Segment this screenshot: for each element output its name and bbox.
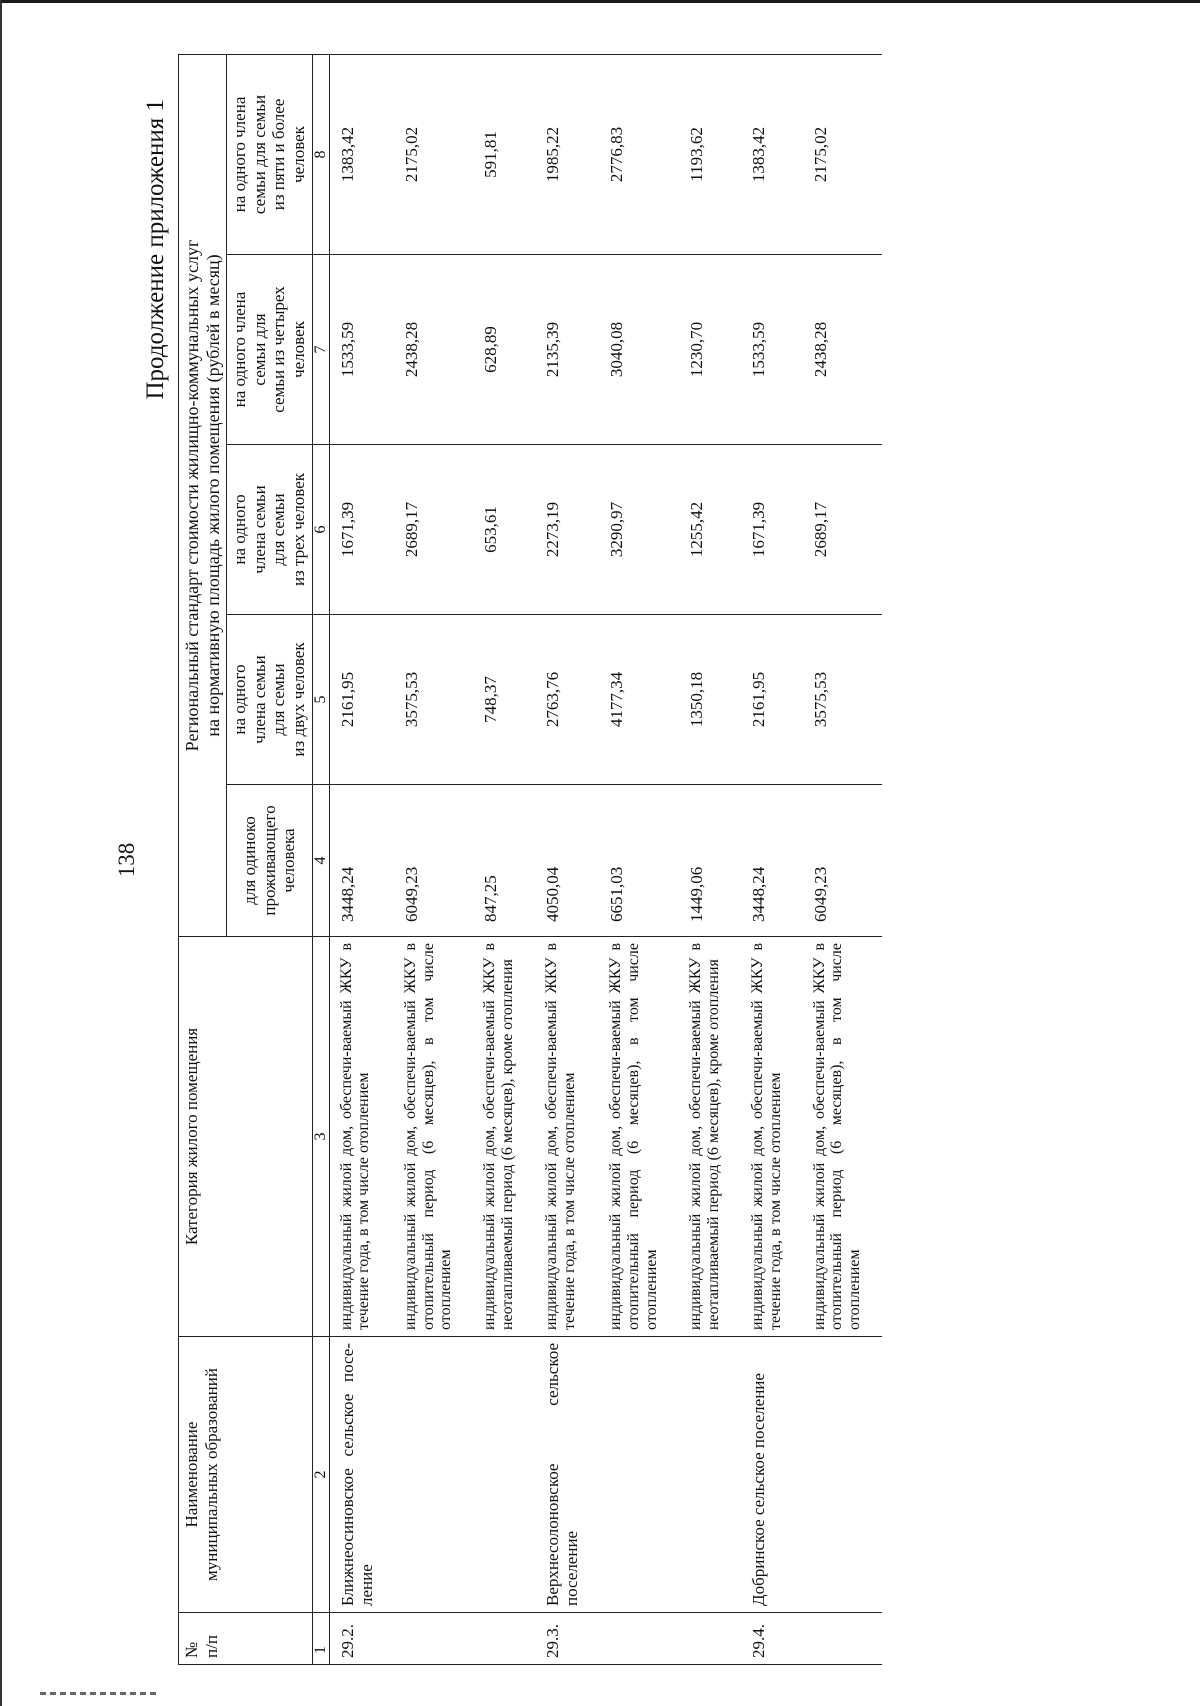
table-row <box>599 54 679 1664</box>
value-single: 3448,24 <box>329 785 394 937</box>
value-family-4: 628,89 <box>473 255 535 445</box>
value-single: 1449,06 <box>679 785 741 937</box>
value-single: 847,25 <box>473 785 535 937</box>
header-group-title: Региональный стандарт стоимости жилищно-коммунальных услуг на нормативную площадь жилого помещения (рублей в месяц) <box>179 54 227 936</box>
value-family-2: 3575,53 <box>803 615 883 785</box>
continuation-title: Продолжение приложения 1 <box>142 99 169 400</box>
header-name: Наименование муниципальных образований <box>179 1337 313 1613</box>
value-family-2: 2763,76 <box>535 615 599 785</box>
value-family-2: 1350,18 <box>679 615 741 785</box>
row-number: 29.2. <box>329 1613 394 1665</box>
value-single: 6651,03 <box>599 785 679 937</box>
value-family-5plus: 2175,02 <box>394 54 474 254</box>
housing-category: индивидуальный жилой дом, обеспечи-ваемый ЖКУ в течение года, в том числе отоплением <box>535 937 599 1337</box>
header-category: Категория жилого помещения <box>179 937 313 1337</box>
value-family-5plus: 1985,22 <box>535 54 599 254</box>
value-family-5plus: 591,81 <box>473 54 535 254</box>
col-number: 3 <box>312 937 329 1337</box>
col-number: 5 <box>312 615 329 785</box>
municipality-name: Добринское сельское поселение <box>741 1337 803 1613</box>
col-number: 8 <box>312 54 329 254</box>
row-number <box>803 1613 883 1665</box>
value-single: 6049,23 <box>803 785 883 937</box>
header-num: № п/п <box>179 1613 313 1665</box>
value-family-3: 1255,42 <box>679 445 741 615</box>
table-row <box>535 54 599 1664</box>
housing-category: индивидуальный жилой дом, обеспечи-ваемый ЖКУ в отопительный период (6 месяцев), в том числе отоплением <box>394 937 474 1337</box>
value-family-4: 2135,39 <box>535 255 599 445</box>
header-subcol-2: на одного члена семьи для семьи из двух человек <box>227 615 312 785</box>
header-subcol-3: на одного члена семьи для семьи из трех человек <box>227 445 312 615</box>
row-number <box>394 1613 474 1665</box>
value-single: 6049,23 <box>394 785 474 937</box>
value-family-4: 1533,59 <box>741 255 803 445</box>
value-family-4: 2438,28 <box>394 255 474 445</box>
municipality-name <box>679 1337 741 1613</box>
rotated-page <box>100 55 1160 1665</box>
value-family-3: 3290,97 <box>599 445 679 615</box>
col-number: 7 <box>312 255 329 445</box>
municipality-name <box>394 1337 474 1613</box>
housing-category: индивидуальный жилой дом, обеспечи-ваемый ЖКУ в неотапливаемый период (6 месяцев), кроме отопления <box>679 937 741 1337</box>
value-family-4: 1230,70 <box>679 255 741 445</box>
scan-left-edge <box>0 0 2 1706</box>
value-family-3: 1671,39 <box>329 445 394 615</box>
row-number <box>679 1613 741 1665</box>
value-family-4: 1533,59 <box>329 255 394 445</box>
housing-category: индивидуальный жилой дом, обеспечи-ваемый ЖКУ в течение года, в том числе отоплением <box>329 937 394 1337</box>
value-family-4: 3040,08 <box>599 255 679 445</box>
tariff-table <box>178 54 882 1665</box>
value-family-5plus: 1383,42 <box>329 54 394 254</box>
housing-category: индивидуальный жилой дом, обеспечи-ваемый ЖКУ в неотапливаемый период (6 месяцев), кроме отопления <box>473 937 535 1337</box>
col-number: 1 <box>312 1613 329 1665</box>
page-number: 138 <box>114 842 139 878</box>
housing-category: индивидуальный жилой дом, обеспечи-ваемый ЖКУ в течение года, в том числе отоплением <box>741 937 803 1337</box>
row-number <box>599 1613 679 1665</box>
value-single: 3448,24 <box>741 785 803 937</box>
table-row <box>394 54 474 1664</box>
table-row <box>803 54 883 1664</box>
value-family-3: 1671,39 <box>741 445 803 615</box>
table-row <box>329 54 394 1664</box>
value-family-3: 2273,19 <box>535 445 599 615</box>
housing-category: индивидуальный жилой дом, обеспечи-ваемый ЖКУ в отопительный период (6 месяцев), в том числе отоплением <box>599 937 679 1337</box>
value-family-5plus: 1193,62 <box>679 54 741 254</box>
value-family-4: 2438,28 <box>803 255 883 445</box>
housing-category: индивидуальный жилой дом, обеспечи-ваемый ЖКУ в отопительный период (6 месяцев), в том числе отоплением <box>803 937 883 1337</box>
header-subcol-4: на одного члена семьи для семьи из четырех человек <box>227 255 312 445</box>
municipality-name <box>803 1337 883 1613</box>
value-family-5plus: 1383,42 <box>741 54 803 254</box>
municipality-name <box>599 1337 679 1613</box>
table-row <box>679 54 741 1664</box>
row-number: 29.3. <box>535 1613 599 1665</box>
municipality-name <box>473 1337 535 1613</box>
scan-corner-mark <box>40 1692 160 1695</box>
value-family-2: 4177,34 <box>599 615 679 785</box>
municipality-name: Ближнеосиновское сельское посе-ление <box>329 1337 394 1613</box>
column-number-row <box>312 54 329 1664</box>
row-number <box>473 1613 535 1665</box>
value-family-3: 2689,17 <box>803 445 883 615</box>
value-family-2: 2161,95 <box>741 615 803 785</box>
value-family-3: 2689,17 <box>394 445 474 615</box>
scan-top-edge <box>0 0 1200 3</box>
value-family-2: 3575,53 <box>394 615 474 785</box>
municipality-name: Верхнесолоновское сельское поселение <box>535 1337 599 1613</box>
value-family-5plus: 2175,02 <box>803 54 883 254</box>
value-family-2: 748,37 <box>473 615 535 785</box>
table-row <box>741 54 803 1664</box>
col-number: 4 <box>312 785 329 937</box>
col-number: 6 <box>312 445 329 615</box>
header-subcol-5: на одного члена семьи для семьи из пяти и более человек <box>227 54 312 254</box>
row-number: 29.4. <box>741 1613 803 1665</box>
value-family-3: 653,61 <box>473 445 535 615</box>
col-number: 2 <box>312 1337 329 1613</box>
header-subcol-1: для одиноко проживающего человека <box>227 785 312 937</box>
value-family-2: 2161,95 <box>329 615 394 785</box>
table-row <box>473 54 535 1664</box>
value-family-5plus: 2776,83 <box>599 54 679 254</box>
value-single: 4050,04 <box>535 785 599 937</box>
